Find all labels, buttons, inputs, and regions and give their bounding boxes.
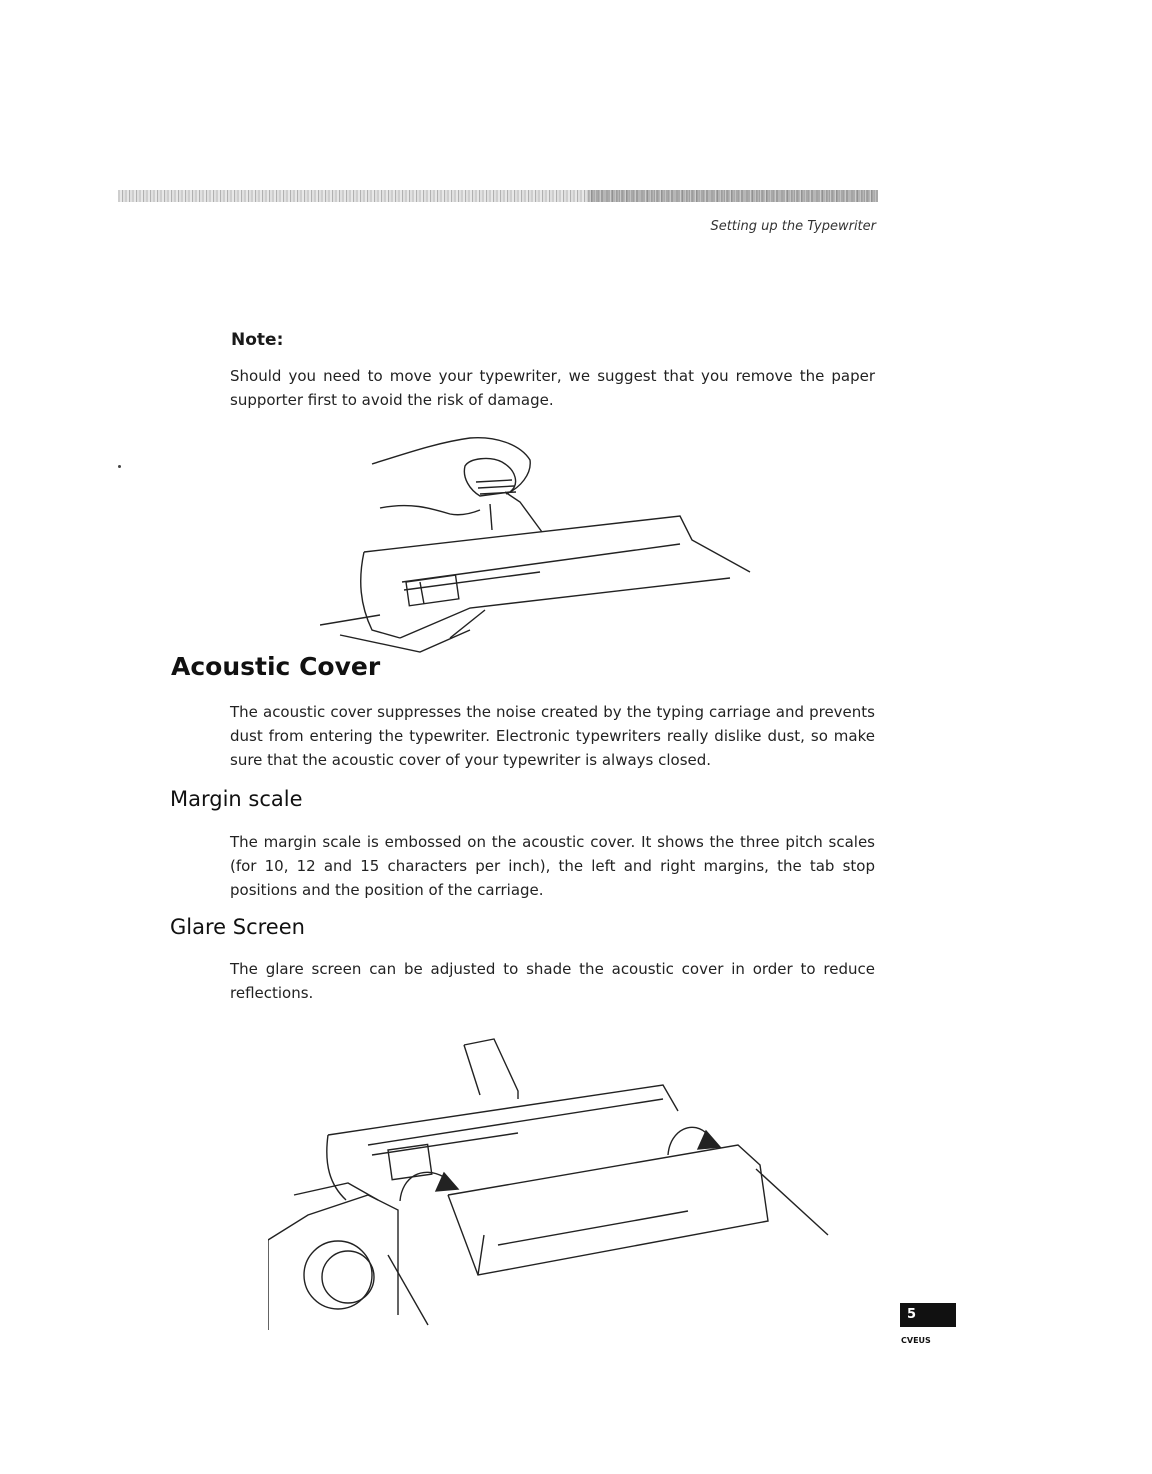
acoustic-cover-heading: Acoustic Cover [171,652,381,681]
page-number: 5 [907,1307,917,1322]
running-head: Setting up the Typewriter [710,219,876,234]
acoustic-cover-text: The acoustic cover suppresses the noise created by the typing carriage and prevents dust from entering the typewriter. Electronic typewriters really dislike dust, so make sure that the acoustic cover of your typewriter is always closed. [230,703,875,769]
page-number-badge [900,1303,956,1327]
glare-screen-heading: Glare Screen [170,915,305,939]
glare-screen-illustration [268,1035,833,1330]
paper-supporter-removal-illustration [320,430,760,655]
note-text: Should you need to move your typewriter, we suggest that you remove the paper supporter first to avoid the risk of damage. [230,367,875,409]
margin-scale-text: The margin scale is embossed on the acoustic cover. It shows the three pitch scales (for 10, 12 and 15 characters per inch), the left and right margins, the tab stop positions and the position of the carriage. [230,833,875,899]
glare-screen-text: The glare screen can be adjusted to shade the acoustic cover in order to reduce reflections. [230,960,875,1002]
scan-speck [118,465,121,468]
note-title: Note: [231,330,284,350]
header-rule [118,190,878,202]
margin-scale-heading: Margin scale [170,787,303,811]
footer-code: CVEUS [901,1336,931,1345]
